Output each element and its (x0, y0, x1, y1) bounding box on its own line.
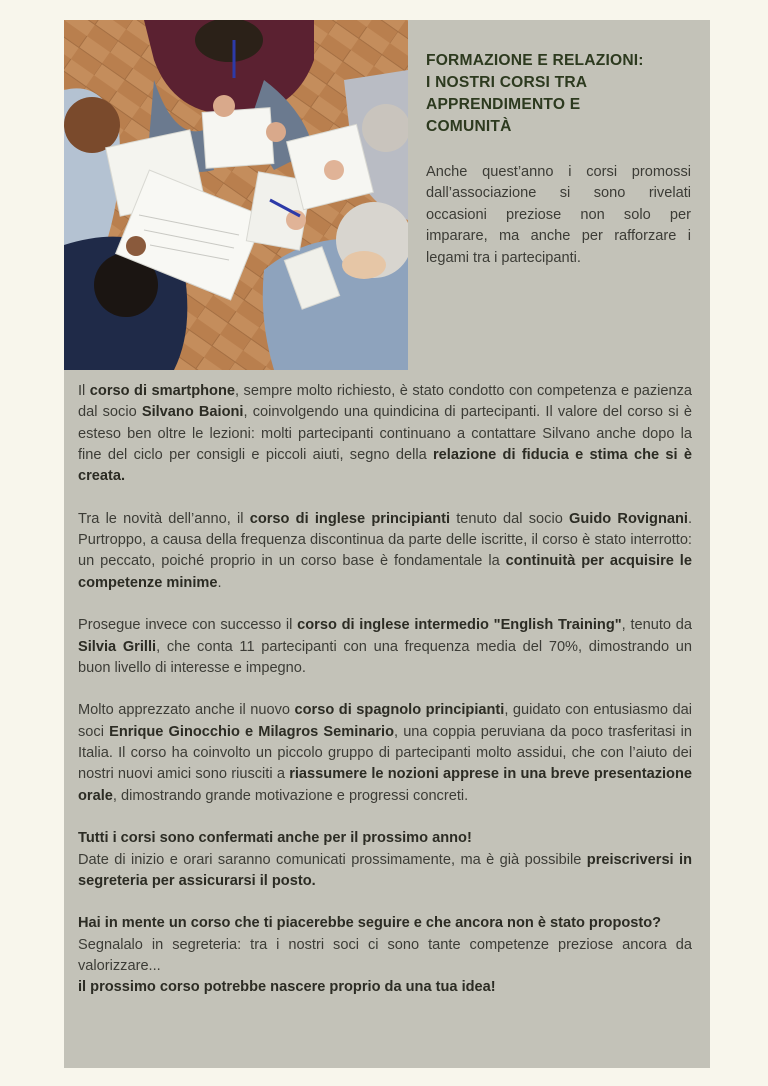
paragraph-suggestion (78, 913, 692, 998)
text: , sempre molto richiesto, è stato condotto con competenza e pazienza dal socio (78, 383, 693, 421)
intro-paragraph: Anche quest’anno i corsi promossi dall’associazione si sono rivelati occasioni preziose non solo per imparare, ma anche per rafforzare i legami tra i partecipanti. (426, 164, 691, 266)
text: Prosegue invece con successo il (78, 617, 298, 634)
highlight: riassumere le nozioni apprese in una breve presentazione orale (78, 766, 692, 804)
teacher-name: Guido Rovignani (569, 510, 688, 527)
text: , guidato con entusiasmo dai soci (78, 702, 692, 740)
text: , tenuto da (621, 617, 692, 634)
text: . Purtroppo, a causa della frequenza discontinua da parte delle iscritte, il corso è stato interrotto: un peccato, poiché proprio in un corso base è fondamentale la (78, 510, 693, 570)
text: . (217, 574, 222, 591)
highlight: relazione di fiducia e stima che si è creata. (78, 446, 692, 485)
text: Molto apprezzato anche il nuovo (78, 702, 295, 719)
article-panel (64, 20, 710, 1068)
paragraph-english-beginners (78, 509, 692, 594)
text: Date di inizio e orari saranno comunicati prossimamente, ma è già possibile (78, 851, 587, 868)
paragraph-confirmation (78, 828, 692, 892)
closing-line: il prossimo corso potrebbe nascere proprio da una tua idea! (78, 979, 496, 996)
article-title (426, 50, 696, 138)
photo-illustration (64, 20, 408, 370)
course-name: corso di spagnolo principianti (294, 702, 505, 719)
text: Tra le novità dell’anno, il (78, 510, 250, 527)
course-name: corso di inglese principianti (249, 510, 451, 527)
title-line: FORMAZIONE E RELAZIONI: (426, 52, 644, 69)
course-name: corso di inglese intermedio "English Training" (297, 617, 622, 634)
teacher-name: Enrique Ginocchio e Milagros Seminario (109, 723, 394, 740)
title-line: I NOSTRI CORSI TRA (426, 74, 588, 91)
paragraph-spanish-beginners (78, 700, 692, 806)
text: , che conta 11 partecipanti con una frequenza media del 70%, dimostrando un buon livello di interesse e impegno. (78, 638, 693, 676)
title-line: COMUNITÀ (426, 118, 512, 135)
paragraph-english-intermediate (78, 615, 692, 679)
text: tenuto dal socio (450, 510, 570, 527)
title-line: APPRENDIMENTO E (426, 96, 581, 113)
article-body (78, 381, 692, 999)
text: Il (78, 383, 90, 399)
course-name: corso di smartphone (89, 383, 236, 399)
text: Segnalalo in segreteria: tra i nostri soci ci sono tante competenze preziose ancora da valorizzare... (78, 936, 692, 975)
paragraph-smartphone-course (78, 381, 692, 487)
confirmation-headline: Tutti i corsi sono confermati anche per il prossimo anno! (78, 830, 472, 847)
text: , una coppia peruviana da poco trasferitasi in Italia. Il corso ha coinvolto un piccolo gruppo di partecipanti molto assidui, che con l’aiuto dei nostri nuovi amici sono riusciti a (78, 723, 692, 783)
teacher-name: Silvia Grilli (78, 638, 157, 655)
highlight: preiscriversi in segreteria per assicurarsi il posto. (78, 851, 693, 889)
text: , coinvolgendo una quindicina di partecipanti. Il valore del corso si è esteso ben oltre le lezioni: molti partecipanti continuano a contattare Silvano anche dopo la fine del ciclo per consigli e piccoli aiuti, segno della (78, 404, 692, 463)
highlight: continuità per acquisire le competenze minime (78, 553, 692, 591)
suggestion-question: Hai in mente un corso che ti piacerebbe seguire e che ancora non è stato proposto? (78, 915, 662, 932)
teacher-name: Silvano Baioni (141, 404, 244, 421)
group-study-photo (64, 20, 408, 370)
text: , dimostrando grande motivazione e progressi concreti. (112, 787, 469, 804)
